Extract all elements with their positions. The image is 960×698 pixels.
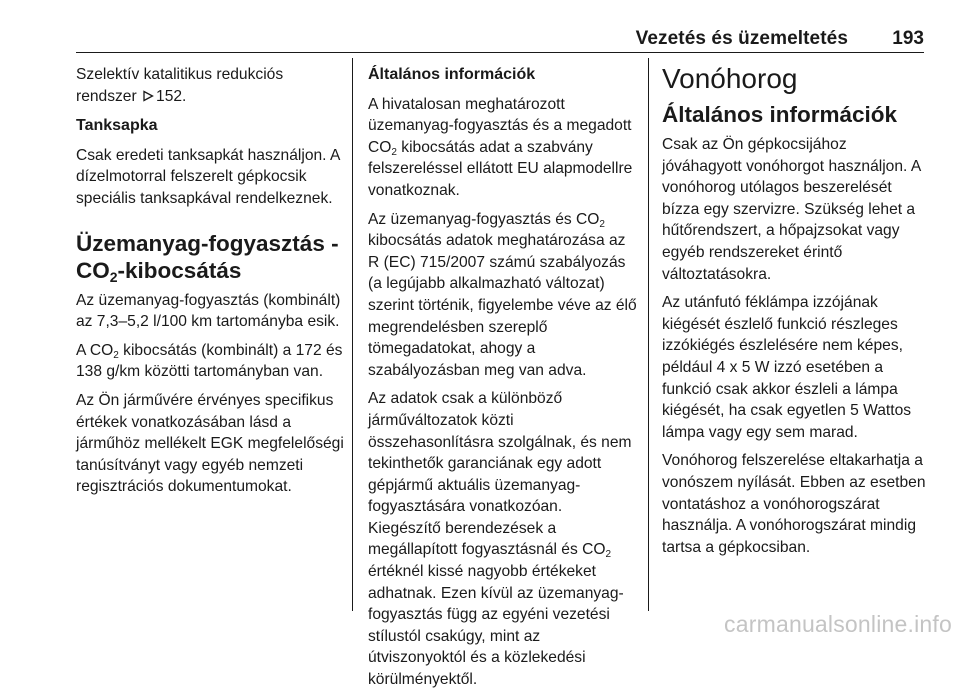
paragraph: Az utánfutó féklámpa izzójának kiégését észlelő funkció részleges izzókiégés észlelésére nem képes, például 4 x 5 W izzó esetében a funkció csak akkor észleli a lámpa kiégését, ha csak egyetlen 5 Wattos lámpa vagy egy sem marad.: [662, 294, 912, 441]
paragraph: Az üzemanyag-fogyasztás és $CO_2$ kibocsátás adatok meghatározása az R (EC) 715/2007 számú szabályozás (a legújabb alkalmazható változat) szerint történik, figyelembe véve az élő megrendelésben szereplő tömegadatokat, ahogy a szabályozásban meg van adva.: [368, 210, 637, 379]
paragraph: A $CO_2$ kibocsátás (kombinált) a 172 és 138 g/km közötti tartományban van.: [76, 341, 343, 381]
scr-reference: Szelektív katalitikus redukciós rendszer 152.: [76, 66, 284, 105]
section-heading-fuel-consumption: Üzemanyag-fogyasztás - $CO_2$-kibocsátás: [76, 230, 339, 285]
column-middle: [368, 64, 638, 698]
column-left: [76, 64, 344, 505]
section-heading-general-info-towbar: Általános információk: [662, 102, 898, 127]
paragraph: Kiegészítő berendezések a megállapított fogyasztásnál és $CO_2$ értéknél kissé nagyobb értékeket adhatnak. Ezen kívül az üzemanyag-fogyasztás függ az egyéni vezetési stílustól csakúgy, mint az útviszonyoktól és a közlekedési körülményektől.: [368, 519, 624, 689]
paragraph: Vonóhorog felszerelése eltakarhatja a vonószem nyílását. Ebben az esetben vontatáshoz a vonóhorogszárat használja. A vonóhorogszárat mindig tartsa a gépkocsiban.: [662, 452, 926, 556]
column-divider-left: [352, 58, 353, 611]
section-heading-tanksapka: Tanksapka: [76, 117, 158, 135]
paragraph: Az Ön járművére érvényes specifikus értékek vonatkozásában lásd a járműhöz mellékelt EGK megfelelőségi tanúsítványt vagy egyéb nemzeti regisztrációs dokumentumokat.: [76, 391, 344, 496]
paragraph: A hivatalosan meghatározott üzemanyag-fogyasztás és a megadott $CO_2$ kibocsátás adat a szabvány felszereléssel ellátott EU alapmodellre vonatkoznak.: [368, 95, 633, 199]
paragraph: Csak az Ön gépkocsijához jóváhagyott vonóhorgot használjon. A vonóhorog utólagos beszerelését bízza egy szervizre. Szükség lehet a hűtőrendszert, a hőpajzsokat vagy egyéb rendszereket érintő változtatásokra.: [662, 136, 921, 283]
header-title: Vezetés és üzemeltetés: [635, 28, 848, 49]
column-right: [662, 64, 928, 565]
chapter-heading-vonohorog: Vonóhorog: [662, 63, 798, 94]
page-number: 193: [892, 28, 924, 49]
paragraph: Az adatok csak a különböző járműváltozatok közti összehasonlításra szolgálnak, és nem tekinthetők garanciának egy adott gépjármű aktuális üzemanyag-fogyasztására vonatkozóan.: [368, 390, 632, 516]
paragraph: Az üzemanyag-fogyasztás (kombinált) az 7,3–5,2 l/100 km tartományba esik.: [76, 291, 341, 331]
column-divider-right: [648, 58, 649, 611]
watermark: carmanualsonline.info: [724, 611, 952, 637]
page-header: [0, 0, 960, 60]
page-reference-link[interactable]: 152.: [156, 87, 187, 105]
paragraph: Csak eredeti tanksapkát használjon. A dízelmotorral felszerelt gépkocsik speciális tanksapkával rendelkeznek.: [76, 146, 340, 207]
section-heading-general-info: Általános információk: [368, 66, 536, 83]
triangle-reference-icon: [142, 90, 154, 102]
header-rule: [76, 52, 924, 53]
